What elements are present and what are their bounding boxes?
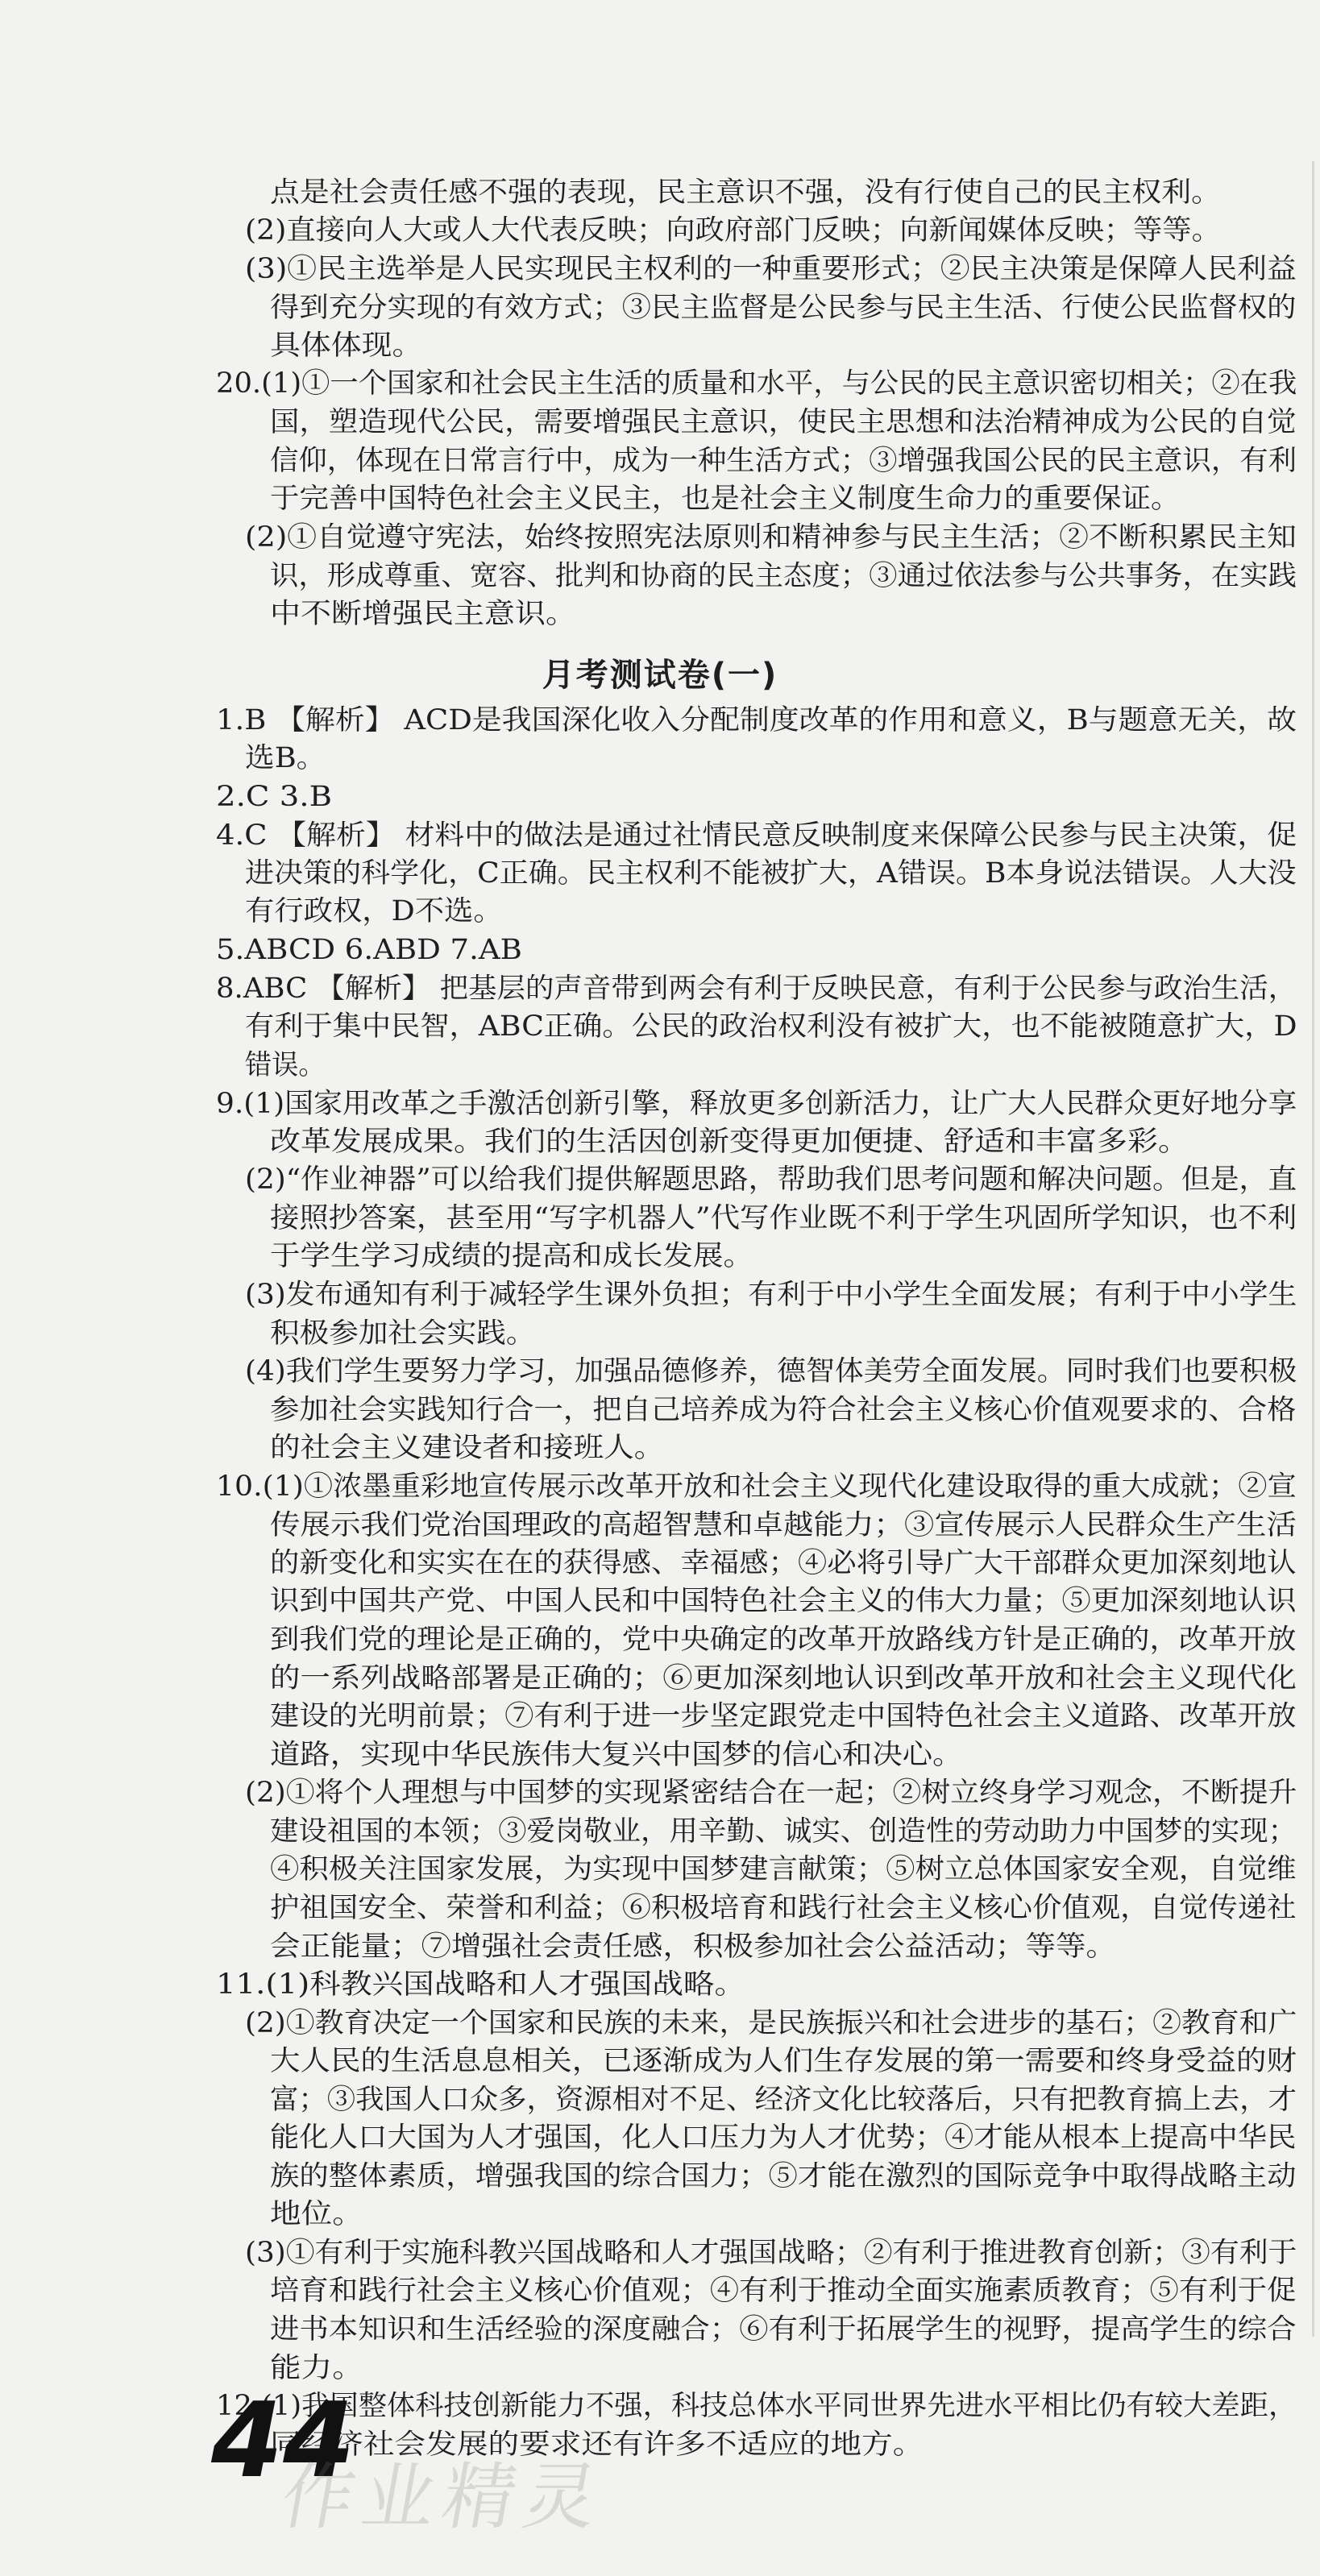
text-line: 培育和践行社会主义核心价值观；④有利于推动全面实施素质教育；⑤有利于促 [270,2275,1297,2307]
text-line: (4)我们学生要努力学习，加强品德修养，德智体美劳全面发展。同时我们也要积极 [245,1355,1297,1388]
text-line: 10.(1)①浓墨重彩地宣传展示改革开放和社会主义现代化建设取得的重大成就；②宣 [216,1471,1297,1503]
text-line: 选B。 [245,742,326,774]
text-line: 于学生学习成绩的提高和成长发展。 [270,1240,753,1272]
text-line: ④积极关注国家发展，为实现中国梦建言献策；⑤树立总体国家安全观，自觉维 [270,1853,1297,1885]
text-line: 12.(1)我国整体科技创新能力不强，科技总体水平同世界先进水平相比仍有较大差距， [216,2390,1297,2422]
text-line: 9.(1)国家用改革之手激活创新引擎，释放更多创新活力，让广大人民群众更好地分享 [216,1088,1297,1120]
text-line: 识，形成尊重、宽容、批判和协商的民主态度；③通过依法参与公共事务，在实践 [270,560,1297,592]
text-line: (2)①将个人理想与中国梦的实现紧密结合在一起；②树立终身学习观念，不断提升 [245,1777,1297,1809]
watermark: 作业精灵 [274,2455,612,2540]
text-line: 有行政权，D不选。 [245,895,503,927]
text-line: 的新变化和实实在在的获得感、幸福感；④必将引导广大干部群众更加深刻地认 [270,1547,1297,1579]
text-line: 具体体现。 [270,330,423,362]
text-line: 得到充分实现的有效方式；③民主监督是公民参与民主生活、行使公民监督权的 [270,292,1297,324]
text-line: 点是社会责任感不强的表现，民主意识不强，没有行使自己的民主权利。 [270,176,1221,209]
text-line: 4.C 【解析】 材料中的做法是通过社情民意反映制度来保障公民参与民主决策，促 [216,819,1297,852]
text-line: 地位。 [270,2198,363,2230]
text-line: 20.(1)①一个国家和社会民主生活的质量和水平，与公民的民主意识密切相关；②在我 [216,367,1297,400]
text-line: 识到中国共产党、中国人民和中国特色社会主义的伟大力量；⑤更加深刻地认识 [270,1585,1297,1617]
text-line: 建设的光明前景；⑦有利于进一步坚定跟党走中国特色社会主义道路、改革开放 [270,1700,1297,1732]
text-line: 的一系列战略部署是正确的；⑥更加深刻地认识到改革开放和社会主义现代化 [270,1662,1297,1695]
text-line: 有利于集中民智，ABC正确。公民的政治权利没有被扩大，也不能被随意扩大，D [245,1010,1297,1043]
section-title: 月考测试卷(一) [542,657,778,694]
page-number: 44 [211,2381,355,2501]
text-line: 信仰，体现在日常言行中，成为一种生活方式；③增强我国公民的民主意识，有利 [270,445,1297,477]
text-line: (3)发布通知有利于减轻学生课外负担；有利于中小学生全面发展；有利于中小学生 [245,1279,1297,1311]
text-line: 8.ABC 【解析】 把基层的声音带到两会有利于反映民意，有利于公民参与政治生活， [216,973,1297,1005]
text-line: 中不断增强民主意识。 [270,598,576,630]
text-line: 积极参加社会实践。 [270,1317,536,1350]
text-line: 大人民的生活息息相关，已逐渐成为人们生存发展的第一需要和终身受益的财 [270,2045,1297,2077]
text-line: 参加社会实践知行合一，把自己培养成为符合社会主义核心价值观要求的、合格 [270,1394,1297,1426]
text-line: (2)直接向人大或人大代表反映；向政府部门反映；向新闻媒体反映；等等。 [245,214,1221,247]
text-line: 国，塑造现代公民，需要增强民主意识，使民主思想和法治精神成为公民的自觉 [270,406,1297,438]
text-line: (3)①有利于实施科教兴国战略和人才强国战略；②有利于推进教育创新；③有利于 [245,2237,1297,2269]
text-line: 进决策的科学化，C正确。民主权利不能被扩大，A错误。B本身说法错误。人大没 [245,857,1297,890]
text-line: 2.C 3.B [216,781,332,813]
text-line: 到我们党的理论是正确的，党中央确定的改革开放路线方针是正确的，改革开放 [270,1624,1297,1656]
text-line: 同经济社会发展的要求还有许多不适应的地方。 [270,2429,924,2461]
text-line: 能力。 [270,2352,363,2384]
text-line: 建设祖国的本领；③爱岗敬业，用辛勤、诚实、创造性的劳动助力中国梦的实现； [270,1815,1297,1848]
text-line: 会正能量；⑦增强社会责任感，积极参加社会公益活动；等等。 [270,1931,1116,1963]
text-line: (2)“作业神器”可以给我们提供解题思路，帮助我们思考问题和解决问题。但是，直 [245,1164,1297,1196]
text-line: 错误。 [245,1049,326,1081]
text-line: 富；③我国人口众多，资源相对不足、经济文化比较落后，只有把教育搞上去，才 [270,2084,1297,2116]
text-line: 改革发展成果。我们的生活因创新变得更加便捷、舒适和丰富多彩。 [270,1126,1189,1158]
text-line: 道路，实现中华民族伟大复兴中国梦的信心和决心。 [270,1739,963,1771]
text-line: 进书本知识和生活经验的深度融合；⑥有利于拓展学生的视野，提高学生的综合 [270,2313,1297,2346]
text-line: 族的整体素质，增强我国的综合国力；⑤才能在激烈的国际竞争中取得战略主动 [270,2160,1297,2192]
text-line: 接照抄答案，甚至用“写字机器人”代写作业既不利于学生巩固所学知识，也不利 [270,1202,1297,1234]
text-line: (3)①民主选举是人民实现民主权利的一种重要形式；②民主决策是保障人民利益 [245,253,1297,285]
text-line: 护祖国安全、荣誉和利益；⑥积极培育和践行社会主义核心价值观，自觉传递社 [270,1892,1297,1924]
text-line: 能化人口大国为人才强国，化人口压力为人才优势；④才能从根本上提高中华民 [270,2122,1297,2154]
text-line: 传展示我们党治国理政的高超智慧和卓越能力；③宣传展示人民群众生产生活 [270,1509,1297,1541]
text-line: (2)①自觉遵守宪法，始终按照宪法原则和精神参与民主生活；②不断积累民主知 [245,521,1297,554]
page-edge-shadow [1312,161,1314,2337]
text-line: 5.ABCD 6.ABD 7.AB [216,934,522,966]
text-line: 于完善中国特色社会主义民主，也是社会主义制度生命力的重要保证。 [270,483,1181,515]
text-line: 11.(1)科教兴国战略和人才强国战略。 [216,1968,746,2001]
text-line: 1.B 【解析】 ACD是我国深化收入分配制度改革的作用和意义，B与题意无关，故 [216,704,1297,736]
text-line: 的社会主义建设者和接班人。 [270,1432,665,1464]
text-line: (2)①教育决定一个国家和民族的未来，是民族振兴和社会进步的基石；②教育和广 [245,2007,1297,2039]
